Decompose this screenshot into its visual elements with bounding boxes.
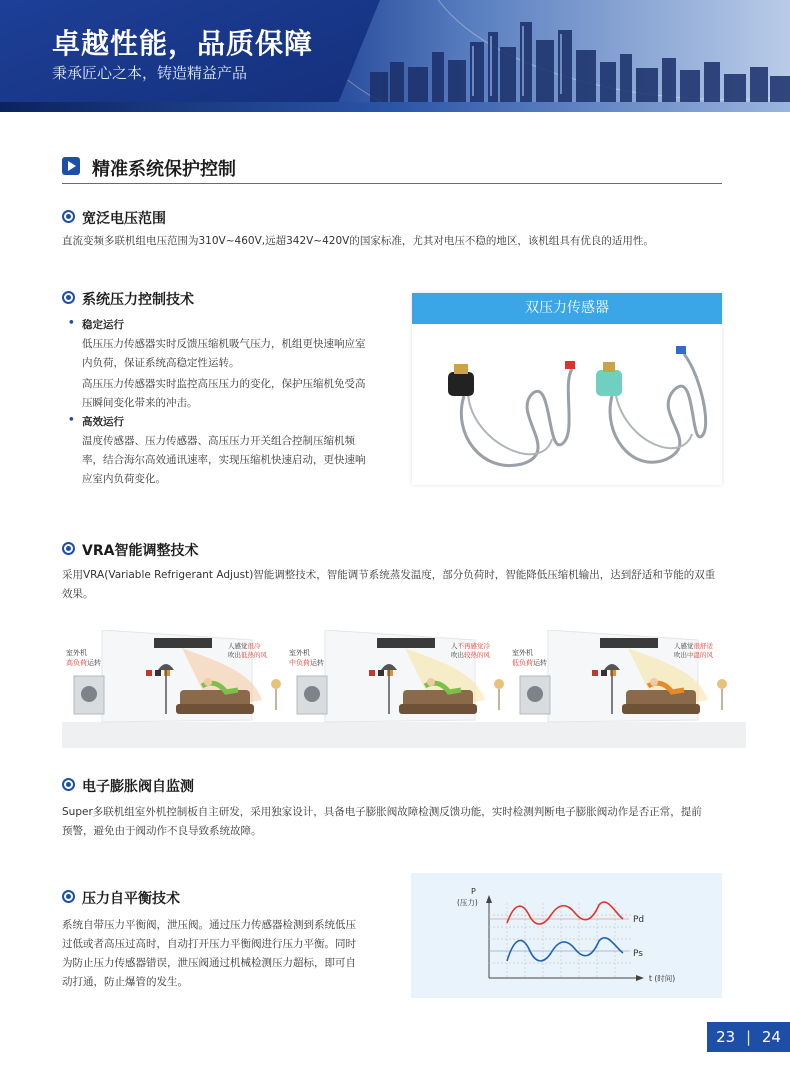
comfort-caption <box>451 642 490 660</box>
unit-state-post: 运转 <box>310 659 324 667</box>
banner-title: 卓越性能，品质保障 <box>52 27 314 60</box>
person-l2-pre: 吹出 <box>451 651 464 659</box>
unit-state-highlight: 低负荷 <box>512 659 533 667</box>
text-line: 预警，避免由于阀动作不良导致系统故障。 <box>62 825 262 837</box>
wide-voltage-text: 直流变频多联机组电压范围为310V~460V,远超342V~420V的国家标准，尤其对电压不稳的地区，该机组具有优良的适用性。 <box>62 235 654 247</box>
stable-run-heading: • 稳定运行 <box>82 317 124 332</box>
subsection-title: 系统压力控制技术 <box>82 292 194 308</box>
eev-text <box>62 803 752 841</box>
subsection-title: 宽泛电压范围 <box>82 211 166 227</box>
pressure-sensors-image <box>412 324 722 485</box>
pd-label: Pd <box>633 915 645 925</box>
unit-state-highlight: 高负荷 <box>66 659 87 667</box>
person-l2-hl: 中温的风 <box>687 651 713 659</box>
vra-scene-2 <box>285 630 523 748</box>
unit-state-highlight: 中负荷 <box>289 659 310 667</box>
page-number-right: 24 <box>761 1028 781 1046</box>
text-line: 率，结合海尔高效通讯速率，实现压缩机快速启动，更快速响 <box>82 454 366 466</box>
comfort-caption <box>228 642 267 660</box>
unit-state-post: 运转 <box>87 659 101 667</box>
efficient-run-heading: • 高效运行 <box>82 414 124 429</box>
stable-run-text <box>82 335 402 413</box>
text-line: 应室内负荷变化。 <box>82 473 166 485</box>
target-bullet-icon <box>62 210 75 223</box>
x-axis-arrow-icon <box>636 975 644 981</box>
text-line: 为防止压力传感器错误，泄压阀通过机械检测压力超标，即可自 <box>62 957 356 969</box>
text-line: 动打通，防止爆管的发生。 <box>62 976 188 988</box>
page-number-badge <box>707 1022 790 1052</box>
unit-state-post: 运转 <box>533 659 547 667</box>
banner-subtitle: 秉承匠心之本，铸造精益产品 <box>52 64 248 82</box>
text-line: 采用VRA(Variable Refrigerant Adjust)智能调整技术，智能调节系统蒸发温度，部分负荷时，智能降低压缩机输出，达到舒适和节能的双重 <box>62 569 716 581</box>
section-heading <box>62 153 722 185</box>
text-line: 过低或者高压过高时，自动打开压力平衡阀进行压力平衡。同时 <box>62 938 356 950</box>
person-l2-pre: 吹出 <box>228 651 241 659</box>
pressure-wave-svg <box>411 873 722 998</box>
person-l2-hl: 低热的风 <box>241 651 267 659</box>
text-line: 效果。 <box>62 588 94 600</box>
person-pre: 人感觉 <box>228 642 248 650</box>
text-line: 内负荷，保证系统高稳定性运转。 <box>82 357 240 369</box>
y-axis-arrow-icon <box>486 895 492 903</box>
text-line: 高压压力传感器实时监控高压压力的变化，保护压缩机免受高 <box>82 378 366 390</box>
banner-stripe <box>0 102 790 112</box>
pd-wave <box>507 902 623 924</box>
outdoor-unit-caption <box>66 648 101 668</box>
pressure-wave-diagram <box>411 873 722 998</box>
text-line: Super多联机组室外机控制板自主研发，采用独家设计，具备电子膨胀阀故障检测反馈功能，实时检测判断电子膨胀阀动作是否正常，提前 <box>62 806 702 818</box>
ps-wave <box>507 938 623 961</box>
page-number-left: 23 <box>716 1028 736 1046</box>
ps-label: Ps <box>633 949 643 959</box>
text-line: 压瞬间变化带来的冲击。 <box>82 397 198 409</box>
target-bullet-icon <box>62 542 75 555</box>
subsection-title: VRA智能调整技术 <box>82 543 199 559</box>
person-l2-pre: 吹出 <box>674 651 687 659</box>
dual-pressure-sensor-card <box>412 293 722 485</box>
vra-text <box>62 566 752 604</box>
section-title: 精准系统保护控制 <box>92 159 236 180</box>
x-axis-label: t (时间) <box>649 974 676 983</box>
vra-scene-1 <box>62 630 300 748</box>
target-bullet-icon <box>62 778 75 791</box>
target-bullet-icon <box>62 291 75 304</box>
text-line: 低压压力传感器实时反馈压缩机吸气压力，机组更快速响应室 <box>82 338 366 350</box>
target-bullet-icon <box>62 890 75 903</box>
person-l2-hl: 较热的风 <box>464 651 490 659</box>
unit-label: 室外机 <box>289 649 310 657</box>
subsection-title: 电子膨胀阀自监测 <box>82 779 194 795</box>
unit-label: 室外机 <box>512 649 533 657</box>
text-line: 系统自带压力平衡阀，泄压阀。通过压力传感器检测到系统低压 <box>62 919 356 931</box>
page-separator: | <box>745 1028 752 1046</box>
y-axis-label-p: P <box>471 887 476 896</box>
subsection-title: 压力自平衡技术 <box>82 891 180 907</box>
y-axis-label: (压力) <box>457 898 478 907</box>
outdoor-unit-caption <box>289 648 324 668</box>
vra-scene-3 <box>508 630 746 748</box>
divider <box>62 183 722 184</box>
sensor-card-title: 双压力传感器 <box>412 293 722 324</box>
unit-label: 室外机 <box>66 649 87 657</box>
person-hl: 很冷 <box>247 642 261 650</box>
person-pre: 人感觉 <box>674 642 694 650</box>
pressure-balance-text <box>62 916 392 992</box>
play-icon <box>62 157 80 175</box>
person-hl: 不再感觉冷 <box>457 642 490 650</box>
text-line: 温度传感器、压力传感器、高压压力开关组合控制压缩机频 <box>82 435 355 447</box>
comfort-caption <box>674 642 713 660</box>
person-hl: 很舒适 <box>693 642 713 650</box>
efficient-run-text <box>82 432 402 489</box>
header-banner <box>0 0 790 112</box>
person-pre: 人 <box>451 642 458 650</box>
outdoor-unit-caption <box>512 648 547 668</box>
city-skyline-image <box>370 12 790 102</box>
